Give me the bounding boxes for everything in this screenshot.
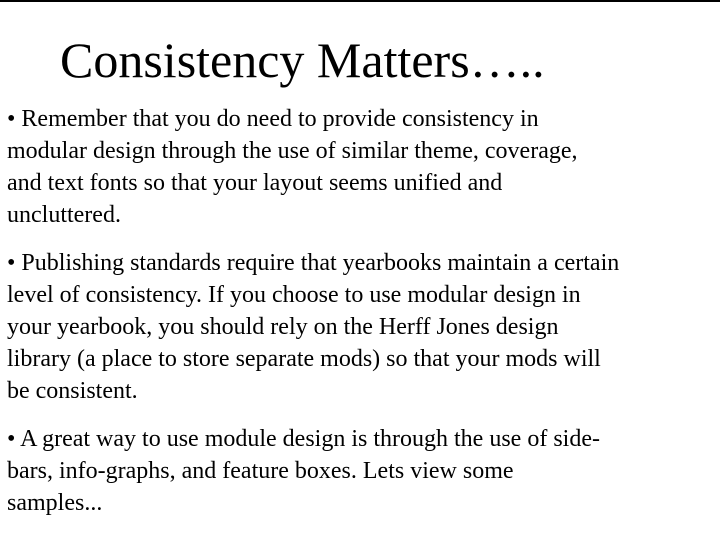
- text-line: be consistent.: [7, 378, 138, 404]
- bullet-paragraph-module-design: [7, 423, 719, 519]
- slide-body: [7, 103, 719, 519]
- text-line: bars, info-graphs, and feature boxes. Lets view some: [7, 458, 514, 484]
- text-line: • A great way to use module design is through the use of side-: [7, 426, 600, 452]
- text-line: uncluttered.: [7, 202, 121, 228]
- text-line: your yearbook, you should rely on the Herff Jones design: [7, 314, 559, 340]
- slide-title: Consistency Matters…..: [60, 32, 545, 88]
- top-border-line: [0, 0, 720, 2]
- bullet-paragraph-publishing-standards: [7, 247, 719, 407]
- text-line: and text fonts so that your layout seems unified and: [7, 170, 503, 196]
- text-line: • Publishing standards require that yearbooks maintain a certain: [7, 250, 620, 276]
- text-line: • Remember that you do need to provide consistency in: [7, 106, 539, 132]
- text-line: level of consistency. If you choose to use modular design in: [7, 282, 581, 308]
- bullet-paragraph-consistency: [7, 103, 719, 231]
- text-line: modular design through the use of similar theme, coverage,: [7, 138, 578, 164]
- text-line: library (a place to store separate mods) so that your mods will: [7, 346, 601, 372]
- text-line: samples...: [7, 490, 103, 516]
